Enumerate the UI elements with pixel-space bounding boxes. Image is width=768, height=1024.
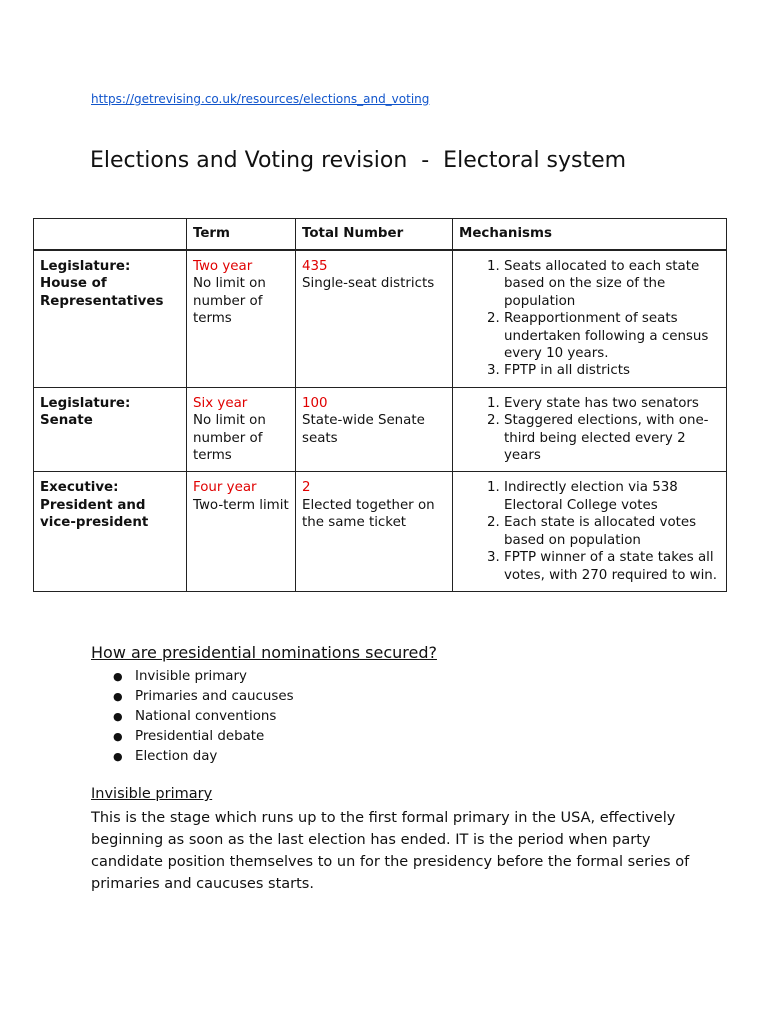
term-highlight: Six year — [193, 395, 248, 411]
mechanism-item: 2. Each state is allocated votes based on population — [504, 514, 720, 549]
list-item — [91, 707, 294, 727]
term-detail: No limit on number of terms — [193, 276, 266, 327]
row-label: Legislature: Senate — [34, 387, 187, 472]
mechanism-item: 1. Seats allocated to each state based on the size of the population — [504, 258, 720, 310]
list-item — [91, 727, 294, 747]
list-item-label: Invisible primary — [135, 669, 247, 684]
source-link[interactable]: https://getrevising.co.uk/resources/elections_and_voting — [91, 92, 430, 106]
number-highlight: 100 — [302, 395, 328, 411]
list-item-label: National conventions — [135, 709, 277, 724]
number-cell — [296, 472, 453, 591]
bullet-icon: ● — [113, 710, 123, 723]
bullet-icon: ● — [113, 730, 123, 743]
list-item-label: Election day — [135, 749, 218, 764]
row-label: Legislature: House of Representatives — [34, 250, 187, 387]
bullet-icon: ● — [113, 750, 123, 763]
mechanism-item: 2. Staggered elections, with one-third being elected every 2 years — [504, 412, 720, 464]
table-row-executive — [34, 472, 727, 591]
header-cell-total-number: Total Number — [296, 219, 453, 251]
number-detail: Single-seat districts — [302, 276, 435, 292]
list-item-label: Presidential debate — [135, 729, 265, 744]
list-item — [91, 747, 294, 767]
bullet-icon: ● — [113, 690, 123, 703]
mechanisms-list — [459, 258, 720, 380]
mechanism-item: 2. Reapportionment of seats undertaken following a census every 10 years. — [504, 310, 720, 362]
number-detail: Elected together on the same ticket — [302, 497, 435, 531]
nominations-heading: How are presidential nominations secured? — [91, 643, 437, 662]
mechanisms-cell — [453, 387, 727, 472]
list-item-label: Primaries and caucuses — [135, 689, 294, 704]
term-cell — [187, 250, 296, 387]
term-highlight: Two year — [193, 259, 253, 274]
electoral-system-table — [33, 218, 727, 592]
term-highlight: Four year — [193, 480, 257, 496]
mechanisms-list — [459, 395, 720, 465]
mechanism-item: 1. Indirectly election via 538 Electoral College votes — [504, 479, 720, 514]
list-item — [91, 687, 294, 707]
term-cell — [187, 387, 296, 472]
term-detail: Two-term limit — [193, 497, 289, 513]
page-title: Elections and Voting revision - Electoral system — [90, 148, 627, 173]
header-cell-blank — [34, 219, 187, 251]
term-detail: No limit on number of terms — [193, 413, 266, 464]
header-cell-term: Term — [187, 219, 296, 251]
term-cell — [187, 472, 296, 591]
list-item — [91, 667, 294, 687]
table-row-house — [34, 250, 727, 387]
mechanisms-list — [459, 479, 720, 583]
mechanism-item: 1. Every state has two senators — [504, 395, 720, 412]
table-row-senate — [34, 387, 727, 472]
number-highlight: 435 — [302, 259, 328, 274]
number-highlight: 2 — [302, 480, 311, 496]
mechanisms-cell — [453, 472, 727, 591]
mechanisms-cell — [453, 250, 727, 387]
number-cell — [296, 387, 453, 472]
invisible-primary-heading: Invisible primary — [91, 786, 213, 802]
table-header-row — [34, 219, 727, 251]
header-cell-mechanisms: Mechanisms — [453, 219, 727, 251]
row-label: Executive: President and vice-president — [34, 472, 187, 591]
number-detail: State-wide Senate seats — [302, 413, 425, 446]
mechanism-item: 3. FPTP in all districts — [504, 362, 720, 379]
invisible-primary-paragraph: This is the stage which runs up to the first formal primary in the USA, effectively beginning as soon as the last election has ended. IT is the period when party candidate position themselves to un for the presidency before the formal series of primaries and caucuses starts. — [91, 810, 690, 892]
nomination-steps-list — [91, 667, 294, 767]
mechanism-item: 3. FPTP winner of a state takes all votes, with 270 required to win. — [504, 549, 720, 584]
number-cell — [296, 250, 453, 387]
bullet-icon: ● — [113, 670, 123, 683]
